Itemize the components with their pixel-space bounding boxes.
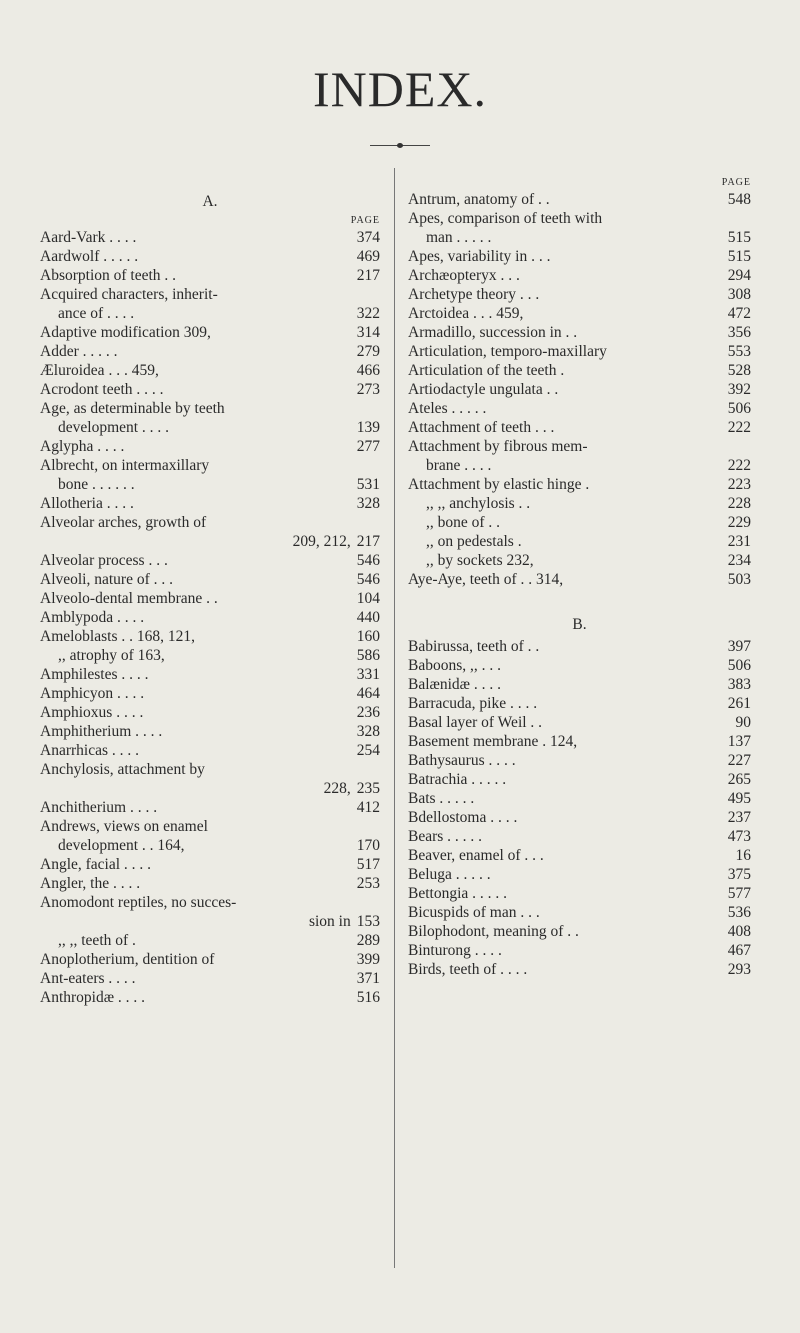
index-entry-page: 356 [727, 324, 751, 341]
index-entry [408, 865, 751, 884]
index-entry-page: 235 [356, 780, 380, 797]
index-entry-term: Amblypoda . . . . [40, 609, 145, 626]
index-entry-page: 237 [727, 809, 751, 826]
index-entry [408, 456, 751, 475]
index-entry [408, 342, 751, 361]
index-entry [40, 570, 380, 589]
index-entry [40, 798, 380, 817]
index-entry-page: 440 [356, 609, 380, 626]
index-entry-term: Acrodont teeth . . . . [40, 381, 164, 398]
index-entry-term: development . . . . [58, 419, 170, 436]
index-entry-term: Allotheria . . . . [40, 495, 134, 512]
index-entry [408, 266, 751, 285]
left-index-list [40, 228, 380, 1007]
index-entry [40, 323, 380, 342]
index-entry [40, 722, 380, 741]
index-entry-term: Anthropidæ . . . . [40, 989, 146, 1006]
index-entry-term: Adaptive modification 309, [40, 324, 211, 341]
index-entry [408, 789, 751, 808]
index-entry [408, 770, 751, 789]
index-entry-page: 104 [356, 590, 380, 607]
index-entry [408, 228, 751, 247]
section-heading-a: A. [202, 193, 218, 210]
index-entry-term: Ant-eaters . . . . [40, 970, 136, 987]
index-entry-term: Baboons, ,, . . . [408, 657, 501, 674]
index-entry [40, 874, 380, 893]
index-entry-term: development . . 164, [58, 837, 185, 854]
index-entry [408, 922, 751, 941]
index-entry-term: Attachment by elastic hinge . [408, 476, 590, 493]
index-entry-page: 234 [727, 552, 751, 569]
index-entry [40, 836, 380, 855]
index-entry-term: Bdellostoma . . . . [408, 809, 518, 826]
index-entry [40, 361, 380, 380]
index-entry-page: 503 [727, 571, 751, 588]
index-entry-page: 265 [727, 771, 751, 788]
index-entry-term: Anchitherium . . . . [40, 799, 158, 816]
page-title: INDEX. [312, 61, 488, 117]
index-entry [40, 684, 380, 703]
index-entry-term: 209, 212, [292, 533, 351, 550]
index-entry [40, 950, 380, 969]
index-entry [40, 342, 380, 361]
index-entry-page: 546 [356, 552, 380, 569]
index-entry [40, 760, 380, 779]
index-entry [408, 884, 751, 903]
index-entry-term: sion in [308, 913, 351, 930]
index-entry [408, 751, 751, 770]
index-entry-term: Amphilestes . . . . [40, 666, 149, 683]
index-entry [408, 475, 751, 494]
index-entry-page: 506 [727, 657, 751, 674]
index-entry-term: Bilophodont, meaning of . . [408, 923, 579, 940]
index-entry [408, 694, 751, 713]
index-entry [408, 418, 751, 437]
index-entry [40, 437, 380, 456]
index-entry-term: ,, by sockets 232, [426, 552, 534, 569]
index-entry-page: 516 [356, 989, 380, 1006]
index-entry-term: Articulation of the teeth . [408, 362, 565, 379]
index-entry-page: 586 [356, 647, 380, 664]
index-entry [40, 741, 380, 760]
index-entry-term: Beluga . . . . . [408, 866, 491, 883]
index-entry-page: 328 [356, 495, 380, 512]
index-entry-term: Bicuspids of man . . . [408, 904, 540, 921]
index-entry [40, 551, 380, 570]
index-entry-term: Antrum, anatomy of . . [408, 191, 550, 208]
index-entry [408, 827, 751, 846]
index-entry-page: 553 [727, 343, 751, 360]
index-entry-term: Archæopteryx . . . [408, 267, 520, 284]
index-entry [40, 399, 380, 418]
index-entry-term: brane . . . . [426, 457, 492, 474]
index-entry [40, 817, 380, 836]
index-entry [40, 380, 380, 399]
index-entry [40, 532, 380, 551]
index-entry-page: 170 [356, 837, 380, 854]
index-entry [408, 808, 751, 827]
index-entry-page: 473 [727, 828, 751, 845]
index-entry [40, 266, 380, 285]
index-entry-page: 546 [356, 571, 380, 588]
index-entry-page: 322 [356, 305, 380, 322]
index-entry [408, 732, 751, 751]
right-index-list-b [408, 637, 751, 979]
index-entry [40, 418, 380, 437]
index-entry-term: Ateles . . . . . [408, 400, 487, 417]
index-entry-page: 254 [356, 742, 380, 759]
index-entry-term: Alveolar arches, growth of [40, 514, 207, 531]
index-entry [408, 437, 751, 456]
index-entry [408, 247, 751, 266]
index-entry-page: 466 [356, 362, 380, 379]
index-entry-term: Beaver, enamel of . . . [408, 847, 544, 864]
index-entry-page: 495 [727, 790, 751, 807]
index-entry-term: ,, ,, teeth of . [58, 932, 136, 949]
index-entry-term: Barracuda, pike . . . . [408, 695, 538, 712]
index-entry [408, 637, 751, 656]
section-heading-b: B. [572, 616, 587, 633]
index-entry-term: Aardwolf . . . . . [40, 248, 139, 265]
index-entry-page: 308 [727, 286, 751, 303]
index-entry-term: ,, bone of . . [426, 514, 501, 531]
index-entry-term: Ameloblasts . . 168, 121, [40, 628, 195, 645]
index-entry [40, 475, 380, 494]
index-entry [408, 846, 751, 865]
index-entry-term: 228, [323, 780, 351, 797]
index-entry [40, 703, 380, 722]
index-entry-page: 397 [727, 638, 751, 655]
index-entry-page: 153 [356, 913, 380, 930]
index-entry [408, 903, 751, 922]
index-entry-term: Alveolo-dental membrane . . [40, 590, 218, 607]
column-divider [394, 168, 395, 1268]
index-entry-term: Apes, comparison of teeth with [408, 210, 603, 227]
index-entry-term: ,, on pedestals . [426, 533, 522, 550]
index-entry-page: 294 [727, 267, 751, 284]
index-entry-page: 279 [356, 343, 380, 360]
index-entry-page: 228 [727, 495, 751, 512]
index-entry-page: 375 [727, 866, 751, 883]
index-entry-term: Amphitherium . . . . [40, 723, 163, 740]
index-entry [408, 941, 751, 960]
index-entry [408, 361, 751, 380]
index-entry-term: Archetype theory . . . [408, 286, 540, 303]
index-entry-term: man . . . . . [426, 229, 492, 246]
index-entry-term: Bears . . . . . [408, 828, 483, 845]
index-entry-page: 577 [727, 885, 751, 902]
index-entry-page: 231 [727, 533, 751, 550]
index-entry-term: ,, atrophy of 163, [58, 647, 165, 664]
index-entry [40, 912, 380, 931]
index-entry-term: Attachment by fibrous mem- [408, 438, 588, 455]
index-entry-page: 223 [727, 476, 751, 493]
index-entry [408, 399, 751, 418]
index-entry-page: 293 [727, 961, 751, 978]
index-entry-page: 227 [727, 752, 751, 769]
index-entry-term: Anomodont reptiles, no succes- [40, 894, 237, 911]
index-entry [40, 513, 380, 532]
index-entry [408, 675, 751, 694]
index-entry [40, 228, 380, 247]
index-entry [408, 190, 751, 209]
index-entry-page: 469 [356, 248, 380, 265]
index-entry [408, 532, 751, 551]
index-entry-term: Angler, the . . . . [40, 875, 141, 892]
index-entry-page: 229 [727, 514, 751, 531]
index-entry-page: 515 [727, 229, 751, 246]
index-entry-page: 222 [727, 457, 751, 474]
index-entry [40, 627, 380, 646]
index-entry-page: 528 [727, 362, 751, 379]
index-entry-page: 408 [727, 923, 751, 940]
index-entry-page: 399 [356, 951, 380, 968]
index-entry-page: 467 [727, 942, 751, 959]
index-entry-term: Albrecht, on intermaxillary [40, 457, 210, 474]
index-entry-page: 383 [727, 676, 751, 693]
index-entry-term: Æluroidea . . . 459, [40, 362, 159, 379]
index-entry-term: Andrews, views on enamel [40, 818, 208, 835]
index-entry-page: 331 [356, 666, 380, 683]
index-entry-page: 273 [356, 381, 380, 398]
index-entry-term: Aye-Aye, teeth of . . 314, [408, 571, 564, 588]
index-entry [40, 494, 380, 513]
index-entry [408, 713, 751, 732]
index-entry-term: Armadillo, succession in . . [408, 324, 578, 341]
index-entry [40, 969, 380, 988]
index-entry-page: 517 [356, 856, 380, 873]
index-entry-term: Angle, facial . . . . [40, 856, 152, 873]
index-entry-page: 506 [727, 400, 751, 417]
index-entry-page: 392 [727, 381, 751, 398]
index-entry [40, 646, 380, 665]
index-entry [408, 513, 751, 532]
index-entry-page: 548 [727, 191, 751, 208]
index-entry-term: Acquired characters, inherit- [40, 286, 218, 303]
index-entry [408, 209, 751, 228]
index-entry-page: 515 [727, 248, 751, 265]
index-entry-page: 217 [356, 533, 380, 550]
index-entry-term: Balænidæ . . . . [408, 676, 502, 693]
index-entry-term: Alveolar process . . . [40, 552, 168, 569]
index-entry [40, 665, 380, 684]
index-entry-page: 531 [356, 476, 380, 493]
index-entry-page: 277 [356, 438, 380, 455]
index-entry [408, 323, 751, 342]
index-entry-term: ance of . . . . [58, 305, 135, 322]
index-entry [40, 779, 380, 798]
index-entry-page: 222 [727, 419, 751, 436]
left-column [40, 190, 380, 1007]
index-entry-page: 412 [356, 799, 380, 816]
index-entry-term: Babirussa, teeth of . . [408, 638, 540, 655]
index-entry [40, 893, 380, 912]
index-entry-term: Basement membrane . 124, [408, 733, 578, 750]
index-entry-term: ,, ,, anchylosis . . [426, 495, 531, 512]
index-entry-term: Age, as determinable by teeth [40, 400, 225, 417]
index-entry [408, 285, 751, 304]
index-entry-term: Alveoli, nature of . . . [40, 571, 174, 588]
index-entry [408, 960, 751, 979]
index-entry [40, 855, 380, 874]
index-entry-term: Anoplotherium, dentition of [40, 951, 215, 968]
index-entry-term: Absorption of teeth . . [40, 267, 177, 284]
index-entry-term: Amphioxus . . . . [40, 704, 144, 721]
index-entry [40, 608, 380, 627]
page-column-label: PAGE [721, 177, 751, 188]
index-entry [408, 494, 751, 513]
right-index-list-a [408, 190, 751, 589]
index-entry [408, 570, 751, 589]
index-entry-page: 464 [356, 685, 380, 702]
index-entry [408, 380, 751, 399]
index-entry [40, 456, 380, 475]
index-entry-page: 217 [356, 267, 380, 284]
index-entry-term: Arctoidea . . . 459, [408, 305, 524, 322]
index-entry [408, 656, 751, 675]
index-entry-page: 236 [356, 704, 380, 721]
index-entry-term: Birds, teeth of . . . . [408, 961, 528, 978]
index-entry [40, 247, 380, 266]
index-entry-page: 371 [356, 970, 380, 987]
index-entry [40, 931, 380, 950]
title-ornament [370, 143, 430, 149]
index-entry-term: Basal layer of Weil . . [408, 714, 543, 731]
index-entry-term: Apes, variability in . . . [408, 248, 551, 265]
index-entry-page: 261 [727, 695, 751, 712]
index-entry-page: 374 [356, 229, 380, 246]
right-column [408, 177, 751, 979]
index-entry-term: Bats . . . . . [408, 790, 475, 807]
index-entry-term: Anchylosis, attachment by [40, 761, 205, 778]
index-entry-page: 16 [735, 847, 751, 864]
index-entry-term: Attachment of teeth . . . [408, 419, 555, 436]
index-entry [40, 988, 380, 1007]
index-entry-term: Anarrhicas . . . . [40, 742, 139, 759]
index-entry-term: Bathysaurus . . . . [408, 752, 516, 769]
index-entry-page: 253 [356, 875, 380, 892]
index-entry-page: 328 [356, 723, 380, 740]
index-entry-term: Aglypha . . . . [40, 438, 125, 455]
ornament-dot [397, 143, 403, 148]
index-entry-term: Artiodactyle ungulata . . [408, 381, 559, 398]
index-entry-term: Amphicyon . . . . [40, 685, 145, 702]
index-entry-term: Articulation, temporo-maxillary [408, 343, 607, 360]
index-entry-page: 536 [727, 904, 751, 921]
page-column-label: PAGE [350, 215, 380, 226]
index-entry [408, 551, 751, 570]
index-entry-term: bone . . . . . . [58, 476, 135, 493]
index-entry-term: Binturong . . . . [408, 942, 502, 959]
index-entry-term: Aard-Vark . . . . [40, 229, 137, 246]
index-entry-page: 139 [356, 419, 380, 436]
index-entry-page: 289 [356, 932, 380, 949]
index-entry [40, 589, 380, 608]
index-entry-page: 314 [356, 324, 380, 341]
index-entry-term: Batrachia . . . . . [408, 771, 507, 788]
index-entry-page: 472 [727, 305, 751, 322]
index-entry [408, 304, 751, 323]
index-entry-page: 90 [735, 714, 751, 731]
index-entry [40, 304, 380, 323]
index-entry-term: Bettongia . . . . . [408, 885, 508, 902]
index-entry [40, 285, 380, 304]
index-entry-page: 137 [727, 733, 751, 750]
index-entry-term: Adder . . . . . [40, 343, 118, 360]
index-entry-page: 160 [356, 628, 380, 645]
